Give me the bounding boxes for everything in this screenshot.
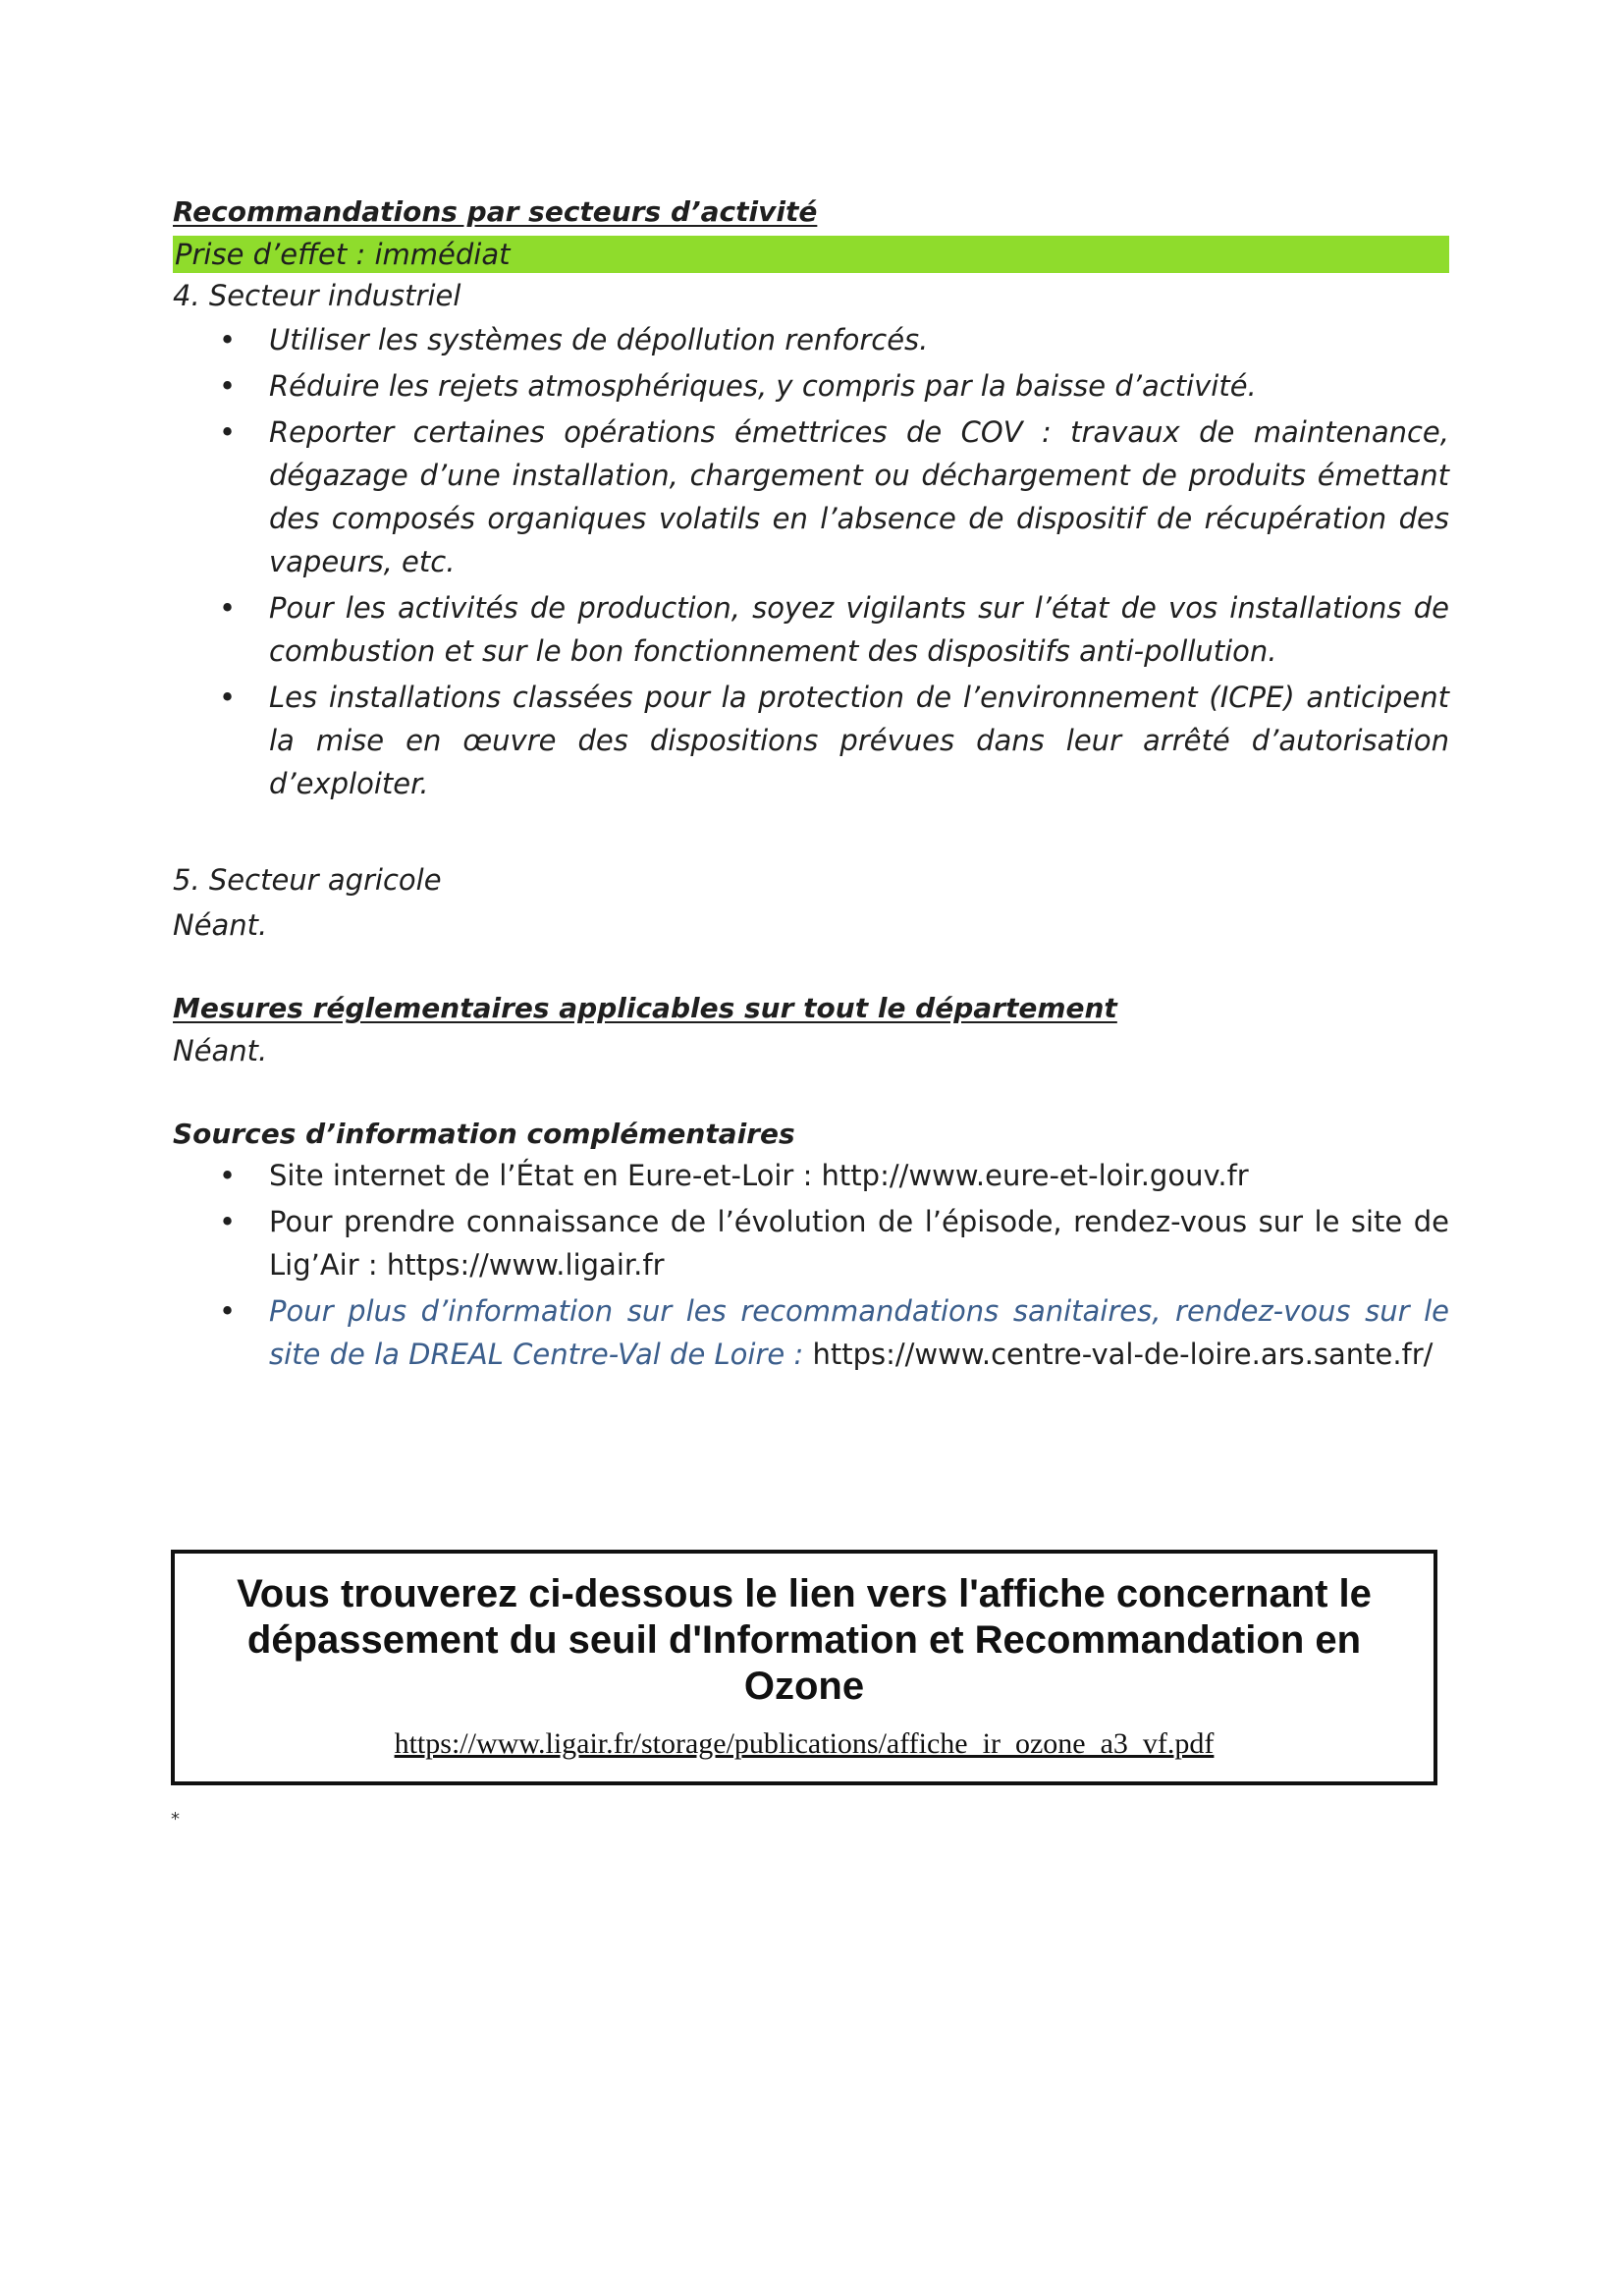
regulatory-heading: Mesures réglementaires applicables sur tout le département <box>173 992 1117 1024</box>
agricultural-sector-title: 5. Secteur agricole <box>173 863 442 897</box>
bullet-icon: • <box>219 681 237 714</box>
poster-link-title: Vous trouverez ci-dessous le lien vers l'affiche concernant le dépassement du seuil d'Information et Recommandation en Ozone <box>237 1572 1372 1708</box>
bullet-icon: • <box>219 1205 237 1238</box>
agricultural-sector-value: Néant. <box>173 908 268 942</box>
list-item <box>173 364 1449 408</box>
sources-list <box>173 1154 1449 1376</box>
bullet-icon: • <box>219 323 237 356</box>
sectors-heading: Recommandations par secteurs d’activité <box>173 195 818 228</box>
bullet-icon: • <box>219 1159 237 1192</box>
industrial-recommendations-list <box>173 318 1449 805</box>
bullet-icon: • <box>219 1294 237 1328</box>
list-item <box>173 1154 1449 1197</box>
list-item <box>173 1200 1449 1286</box>
list-item <box>173 1289 1449 1376</box>
source-text[interactable]: Pour prendre connaissance de l’évolution de l’épisode, rendez-vous sur le site de Lig’Air : https://www.ligair.fr <box>269 1205 1449 1282</box>
list-item-text: Réduire les rejets atmosphériques, y compris par la baisse d’activité. <box>269 369 1257 403</box>
list-item-text: Utiliser les systèmes de dépollution renforcés. <box>269 323 929 356</box>
scan-mark: * <box>171 1809 180 1830</box>
poster-pdf-link[interactable]: https://www.ligair.fr/storage/publications/affiche_ir_ozone_a3_vf.pdf <box>394 1727 1215 1760</box>
bullet-icon: • <box>219 369 237 403</box>
list-item-text: Les installations classées pour la protection de l’environnement (ICPE) anticipent la mise en œuvre des dispositions prévues dans leur arrêté d’autorisation d’exploiter. <box>269 681 1449 800</box>
list-item-text: Pour les activités de production, soyez vigilants sur l’état de vos installations de combustion et sur le bon fonctionnement des dispositifs anti-pollution. <box>269 591 1449 668</box>
effect-highlight: Prise d’effet : immédiat <box>173 236 1449 273</box>
page-content <box>173 192 1449 1379</box>
bullet-icon: • <box>219 591 237 625</box>
source-text: Pour plus d’information sur les recommandations sanitaires, rendez-vous sur le site de la DREAL Centre-Val de Loire : <box>269 1294 1449 1371</box>
list-item <box>173 676 1449 805</box>
poster-link-box <box>171 1550 1437 1785</box>
list-item-text: Reporter certaines opérations émettrices de COV : travaux de maintenance, dégazage d’une installation, chargement ou déchargement de produits émettant des composés organiques volatils en l’absence de dispositif de récupération des vapeurs, etc. <box>269 415 1449 578</box>
list-item <box>173 586 1449 673</box>
sources-heading: Sources d’information complémentaires <box>173 1118 795 1150</box>
industrial-sector-title: 4. Secteur industriel <box>173 279 461 312</box>
regulatory-value: Néant. <box>173 1034 268 1067</box>
bullet-icon: • <box>219 415 237 449</box>
source-text[interactable]: Site internet de l’État en Eure-et-Loir : http://www.eure-et-loir.gouv.fr <box>269 1159 1249 1192</box>
list-item <box>173 318 1449 361</box>
list-item <box>173 410 1449 583</box>
ars-link[interactable]: https://www.centre-val-de-loire.ars.sante.fr/ <box>812 1338 1434 1371</box>
